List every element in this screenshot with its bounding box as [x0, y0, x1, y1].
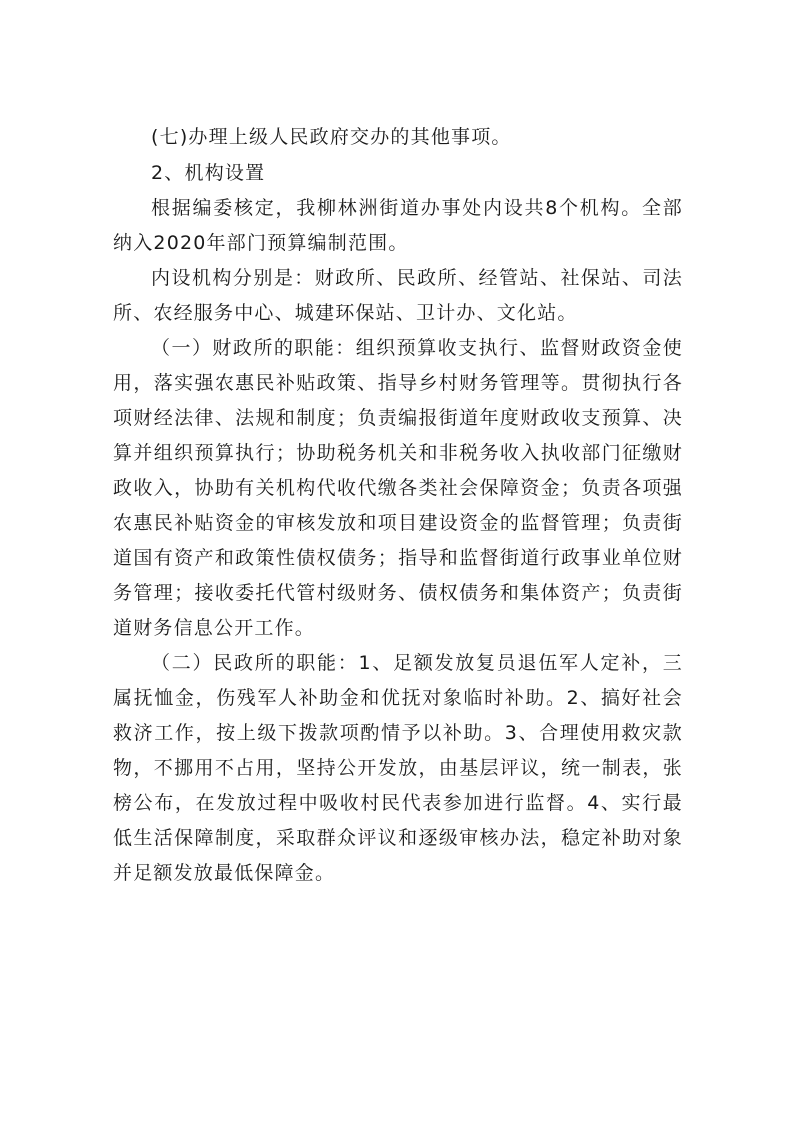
section-heading-organization: 2、机构设置 — [151, 162, 266, 184]
paragraph-organization-count: 根据编委核定，我柳林洲街道办事处内设共8个机构。全部纳入2020年部门预算编制范围。 — [113, 197, 683, 254]
paragraph-finance-office-duties: （一）财政所的职能：组织预算收支执行、监督财政资金使用，落实强农惠民补贴政策、指导乡村财务管理等。贯彻执行各项财经法律、法规和制度；负责编报街道年度财政收支预算、决算并组织预算执行；协助税务机关和非税务收入执收部门征缴财政收入，协助有关机构代收代缴各类社会保障资金；负责各项强农惠民补贴资金的审核发放和项目建设资金的监督管理；负责街道国有资产和政策性债权债务；指导和监督街道行政事业单位财务管理；接收委托代管村级财务、债权债务和集体资产；负责街道财务信息公开工作。 — [113, 337, 683, 639]
paragraph-internal-units: 内设机构分别是：财政所、民政所、经管站、社保站、司法所、农经服务中心、城建环保站、卫计办、文化站。 — [113, 267, 683, 324]
document-body — [113, 120, 683, 891]
paragraph-other-duties: (七)办理上级人民政府交办的其他事项。 — [151, 126, 512, 148]
paragraph-civil-affairs-duties: （二）民政所的职能：1、足额发放复员退伍军人定补，三属抚恤金，伤残军人补助金和优抚对象临时补助。2、搞好社会救济工作，按上级下拨款项酌情予以补助。3、合理使用救灾款物，不挪用不占用，坚持公开发放，由基层评议，统一制表，张榜公布，在发放过程中吸收村民代表参加进行监督。4、实行最低生活保障制度，采取群众评议和逐级审核办法，稳定补助对象并足额发放最低保障金。 — [113, 652, 683, 884]
